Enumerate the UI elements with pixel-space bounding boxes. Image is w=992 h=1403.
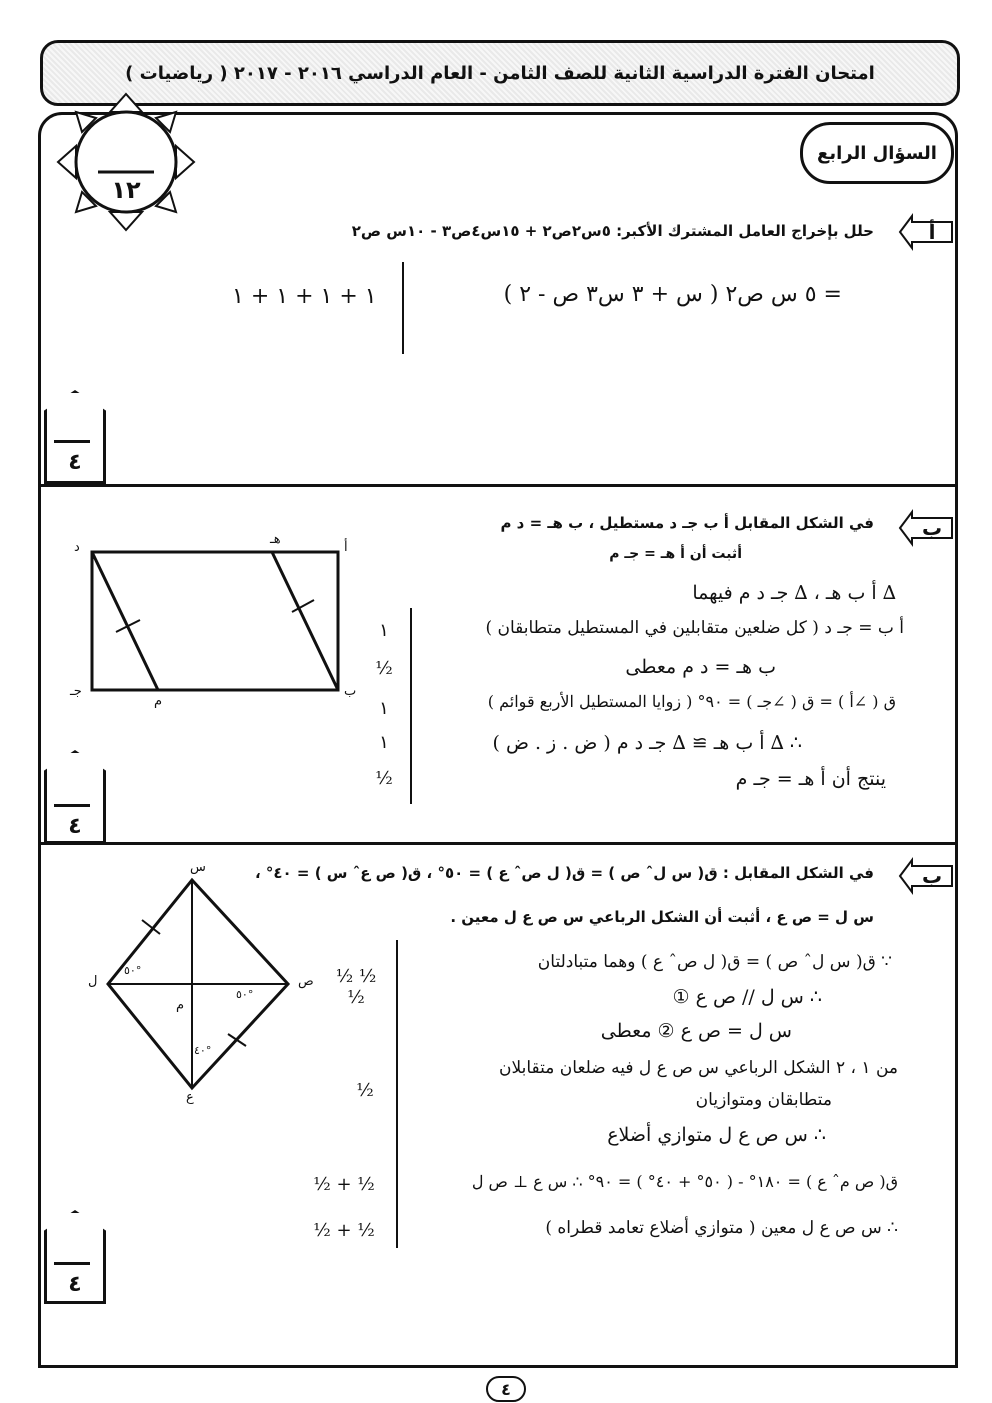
rect-vertex-c: جـ xyxy=(70,684,82,699)
rhombus-vertex-p: ص xyxy=(298,974,314,989)
part-b1-step-6: ينتج أن أ هـ = جـ م xyxy=(735,768,886,790)
part-b1-prompt-line1: في الشكل المقابل أ ب جـ د مستطيل ، ب هـ = د م xyxy=(500,514,874,532)
part-b2-separator xyxy=(396,940,398,1248)
part-b2-mark-3: ½ + ½ xyxy=(313,1174,375,1195)
exam-title: امتحان الفترة الدراسية الثانية للصف الثامن - العام الدراسي ٢٠١٦ - ٢٠١٧ ( رياضيات ) xyxy=(125,62,875,84)
part-b1-step-5: ∴ ∆ أ ب هـ ≅ ∆ جـ د م ( ض . ز . ض ) xyxy=(492,732,802,754)
part-b1-score-line xyxy=(54,804,90,807)
rhombus-vertex-l: ل xyxy=(88,974,98,989)
rhombus-vertex-e: ع xyxy=(186,1090,194,1105)
part-b2-step-6: ∴ س ص ع ل متوازي أضلاع xyxy=(607,1124,826,1146)
part-b2-prompt-line1: في الشكل المقابل : ق( س لˆ ص ) = ق( ل صˆ ع ) = ٥٠° ، ق( ص عˆ س ) = ٤٠° ، xyxy=(254,864,874,882)
part-b1-mark-3: ١ xyxy=(379,698,389,719)
part-b1-step-4: ق ( ∠أ ) = ق ( ∠جـ ) = ٩٠° ( زوايا المستطيل الأربع قوائم ) xyxy=(487,692,896,711)
rhombus-vertex-m: م xyxy=(176,998,185,1013)
part-b2-step-4: من ١ ، ٢ الشكل الرباعي س ص ع ل فيه ضلعان متقابلان xyxy=(499,1058,898,1078)
part-b1-step-2: أ ب = جـ د ( كل ضلعين متقابلين في المستطيل متطابقان ) xyxy=(485,618,904,638)
part-b1-step-1: ∆ أ ب هـ ، ∆ جـ د م فيهما xyxy=(692,582,896,604)
part-b2-step-1: ∵ ق( س لˆ ص ) = ق( ل صˆ ع ) وهما متبادلتان xyxy=(537,952,892,972)
part-b2-step-5: متطابقان ومتوازيان xyxy=(695,1090,832,1110)
divider-2 xyxy=(40,842,957,845)
part-a-separator xyxy=(402,262,404,354)
page-number: ٤ xyxy=(486,1376,526,1402)
rhombus-figure xyxy=(100,860,310,1110)
part-b1-mark-1: ١ xyxy=(379,620,389,641)
question-badge: السؤال الرابع xyxy=(800,122,954,184)
rhombus-angle-1: ٥٠° xyxy=(124,964,142,977)
part-b2-step-8: ∴ س ص ع ل معين ( متوازي أضلاع تعامد قطراه ) xyxy=(545,1218,898,1238)
part-b1-label: ب xyxy=(921,516,943,540)
part-a-score: ٤ xyxy=(68,450,82,475)
part-b1-score: ٤ xyxy=(68,814,82,839)
total-score-sun xyxy=(56,92,196,232)
part-a-label: أ xyxy=(928,220,936,244)
part-a-answer: = ٥ س ص٢ ( س + ٣ س٣ ص - ٢ ) xyxy=(503,282,842,307)
rect-vertex-a: أ xyxy=(344,540,348,555)
part-a-score-line xyxy=(54,440,90,443)
part-b2-mark-4: ½ + ½ xyxy=(313,1220,375,1241)
total-score-value: ١٢ xyxy=(111,176,141,204)
divider-1 xyxy=(40,484,957,487)
part-b2-step-2: ∴ س ل // ص ع ① xyxy=(672,986,822,1008)
part-b2-score-line xyxy=(54,1262,90,1265)
rhombus-angle-3: ٤٠° xyxy=(194,1044,212,1057)
part-b2-prompt-line2: س ل = ص ع ، أثبت أن الشكل الرباعي س ص ع ل معين . xyxy=(450,908,874,926)
part-b2-step-3: س ل = ص ع ② معطى xyxy=(600,1020,792,1042)
part-b2-mark-1: ½ ½ ½ xyxy=(335,966,377,1008)
part-b2-score: ٤ xyxy=(68,1272,82,1297)
part-b2-mark-2: ½ xyxy=(356,1080,374,1101)
part-b1-mark-5: ½ xyxy=(375,768,393,789)
part-a-marks: ١ + ١ + ١ + ١ xyxy=(232,284,377,309)
part-b1-mark-2: ½ xyxy=(375,658,393,679)
part-b2-label: ب xyxy=(921,864,943,888)
rect-vertex-d: د xyxy=(74,540,80,555)
part-b1-prompt-line2: أثبت أن أ هـ = جـ م xyxy=(609,546,742,562)
rect-vertex-m: م xyxy=(154,694,163,709)
part-b1-separator xyxy=(410,608,412,804)
rectangle-figure xyxy=(60,540,370,710)
rect-vertex-h: هـ xyxy=(270,532,281,547)
part-a-prompt: حلل بإخراج العامل المشترك الأكبر: ٥س٢ص٢ + ١٥س٤ص٣ - ١٠س ص٢ xyxy=(351,222,874,240)
part-b2-step-7: ق( ص مˆ ع ) = ١٨٠° - ( ٥٠° + ٤٠° ) = ٩٠° ∴ س ع ⊥ ص ل xyxy=(471,1172,898,1191)
rhombus-angle-2: ٥٠° xyxy=(236,988,254,1001)
rhombus-vertex-s: س xyxy=(190,860,206,875)
part-b1-mark-4: ١ xyxy=(379,732,389,753)
rect-vertex-b: ب xyxy=(344,684,357,699)
part-b1-step-3: ب هـ = د م معطى xyxy=(625,656,776,678)
